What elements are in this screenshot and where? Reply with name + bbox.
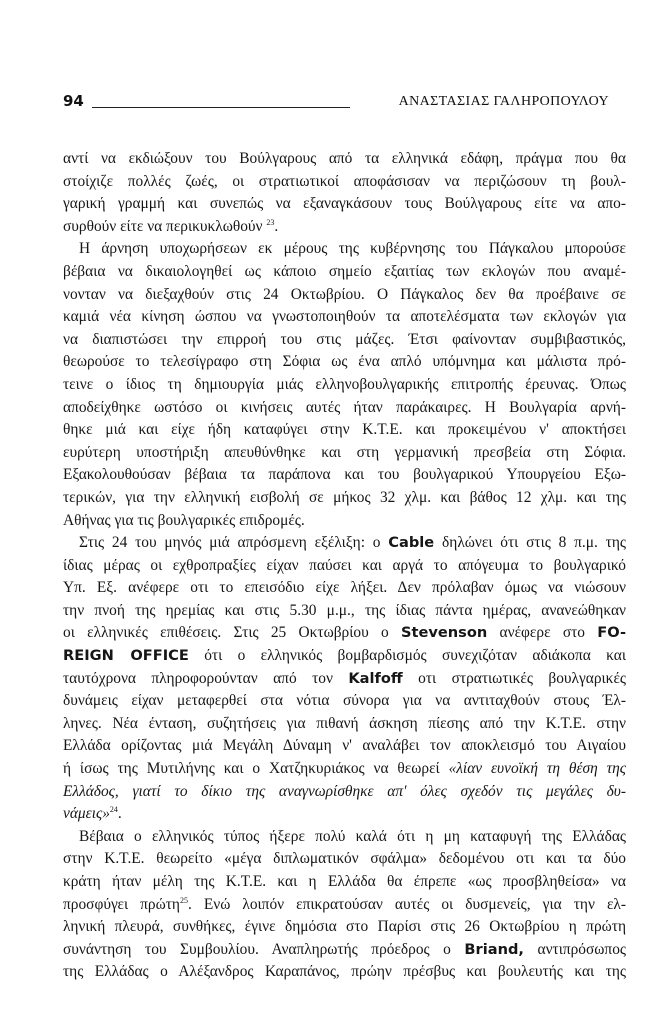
text-line — [63, 532, 626, 555]
text-segment: οτι στρατιωτικές βουλγαρικές — [402, 669, 626, 687]
text-line — [63, 397, 626, 420]
text-segment: Εξακολουθούσαν βέβαια τα παράπονα και του βουλγαρικού Υπουργείου Εξω- — [63, 466, 626, 484]
text-segment: ίδιας μέρας οι εχθροπραξίες είχαν παύσει και αργά το απόγευμα το βουλγαρικό — [63, 556, 626, 574]
text-line — [63, 735, 626, 758]
text-segment: αντιπρόσωπος — [523, 940, 626, 958]
text-segment: θηκε μιά και είχε ήδη καταφύγει στην Κ.Τ.Ε. και προκειμένου ν' αποκτήσει — [63, 421, 626, 439]
text-segment: στην Κ.Τ.Ε. θεωρείτο «μέγα διπλωματικόν σφάλμα» δεδομένου οτι και τα δύο — [63, 850, 626, 868]
text-segment: οι ελληνικές επιθέσεις. Στις 25 Οκτωβρίου ο — [63, 624, 401, 642]
text-segment: Βέβαια ο ελληνικός τύπος ήξερε πολύ καλά ότι η μη καταφυγή της Ελλάδας — [79, 827, 626, 845]
text-line — [63, 419, 626, 442]
text-segment: Στις 24 του μηνός μιά απρόσμενη εξέλιξη: ο — [79, 534, 389, 552]
text-segment: προσφύγει πρώτη — [63, 895, 180, 913]
text-line — [63, 148, 626, 171]
text-segment: δηλώνει ότι στις 8 π.μ. της — [434, 534, 626, 552]
text-line — [63, 690, 626, 713]
text-line — [63, 939, 626, 962]
text-segment: συνάντηση του Συμβουλίου. Αναπληρωτής πρόεδρος ο — [63, 940, 465, 958]
text-segment: Cable — [388, 534, 435, 552]
text-segment: να διαπιστώσει την επιρροή του στις μάζες. Έτσι φαίνονταν συμβιβαστικός, — [63, 330, 626, 348]
text-segment: REIGN OFFICE — [63, 647, 189, 665]
text-segment: . — [117, 805, 122, 823]
text-segment: . Ενώ λοιπόν επικρατούσαν αυτές οι δυσμενείς, για την ελ- — [187, 895, 626, 913]
text-segment: Η άρνηση υποχωρήσεων εκ μέρους της κυβέρνησης του Πάγκαλου μπορούσε — [79, 240, 626, 258]
text-segment: ανέφερε στο — [487, 624, 598, 642]
text-line — [63, 961, 626, 984]
text-segment: Ελλάδα ορίζοντας μιά Μεγάλη Δύναμη ν' αναλάβει τον αποκλεισμό του Αιγαίου — [63, 737, 626, 755]
text-segment: τεινε ο ίδιος τη δημιουργία μιάς ελληνοβουλγαρικής επιτροπής έρευνας. Όπως — [63, 375, 626, 393]
page-number: 94 — [63, 92, 84, 110]
text-line — [63, 894, 626, 917]
text-line — [63, 329, 626, 352]
text-segment: γαρική γραμμή και συνεπώς να εξαναγκάσουν τους Βούλγαρους είτε να απο- — [63, 195, 626, 213]
text-line — [63, 171, 626, 194]
text-segment: «λίαν ευνοϊκή τη θέση της — [448, 760, 626, 778]
text-segment: κράτη ήταν μέλη της Κ.Τ.Ε. και η Ελλάδα θα έπρεπε «ως προσβληθείσα» να — [63, 873, 626, 890]
text-line — [63, 668, 626, 691]
text-line — [63, 622, 626, 645]
text-line — [63, 848, 626, 871]
text-line — [63, 916, 626, 939]
text-line — [63, 464, 626, 487]
text-line — [63, 803, 626, 826]
text-segment: ληνες. Νέα ένταση, συζητήσεις για πιθανή άσκηση πίεσης από την Κ.Τ.Ε. στην — [63, 714, 626, 732]
footnote-ref: 23 — [266, 217, 275, 227]
text-segment: Αθήνας για τις βουλγαρικές επιδρομές. — [63, 511, 305, 529]
text-segment: συρθούν είτε να περικυκλωθούν — [63, 217, 267, 235]
text-segment: . — [274, 217, 279, 235]
text-line — [63, 442, 626, 465]
text-line — [63, 306, 626, 329]
text-line — [63, 351, 626, 374]
text-segment: νονταν να διεξαχθούν στις 24 Οκτωβρίου. Ο Πάγκαλος δεν θα προέβαινε σε — [63, 285, 626, 303]
text-segment: στοίχιζε πολλές ζωές, οι στρατιωτικοί αποφάσισαν να περιζώσουν τη βουλ- — [63, 172, 626, 190]
text-segment: της Ελλάδας ο Αλέξανδρος Καραπάνος, πρώην πρέσβυς και βουλευτής και της — [63, 963, 626, 981]
text-line — [63, 261, 626, 284]
running-title: ΑΝΑΣΤΑΣΙΑΣ ΓΑΛΗΡΟΠΟΥΛΟΥ — [398, 94, 609, 109]
body-text — [63, 148, 626, 984]
footnote-ref: 24 — [109, 805, 118, 815]
text-segment: νάμεις» — [63, 805, 110, 823]
text-line — [63, 238, 626, 261]
header-rule — [92, 107, 350, 108]
text-line — [63, 284, 626, 307]
text-line — [63, 645, 626, 668]
text-segment: Υπ. Εξ. ανέφερε οτι το επεισόδιο είχε λήξει. Δεν πρόλαβαν όμως να νιώσουν — [63, 579, 626, 597]
text-line — [63, 216, 626, 239]
page-header — [0, 92, 657, 114]
text-segment: ευρύτερη υποστήριξη απευθύνθηκε και στη γερμανική πρεσβεία στη Σόφια. — [63, 443, 626, 461]
footnote-ref: 25 — [179, 895, 188, 905]
text-line — [63, 826, 626, 849]
text-segment: Briand, — [464, 940, 524, 958]
text-line — [63, 193, 626, 216]
text-line — [63, 781, 626, 804]
text-segment: αποδείχθηκε ωστόσο οι κινήσεις αυτές ήταν παράκαιρες. Η Βουλγαρία αρνή- — [63, 398, 626, 416]
text-line — [63, 374, 626, 397]
text-line — [63, 510, 626, 533]
text-line — [63, 871, 626, 894]
text-line — [63, 713, 626, 736]
text-segment: θεωρούσε το τελεσίγραφο στη Σόφια ως ένα απλό υπόμνημα και μάλιστα πρό- — [63, 353, 626, 371]
text-line — [63, 600, 626, 623]
text-segment: Kalfoff — [348, 669, 403, 687]
text-segment: Ελλάδος, γιατί το δίκιο της αναγνωρίσθηκε απ' όλες σχεδόν τις μεγάλες δυ- — [63, 782, 626, 800]
text-segment: τερικών, για την ελληνική εισβολή σε μήκος 32 χλμ. και βάθος 12 χλμ. και της — [63, 488, 626, 506]
text-segment: Stevenson — [400, 624, 488, 642]
text-line — [63, 487, 626, 510]
text-line — [63, 577, 626, 600]
text-segment: δυνάμεις είχαν μεταφερθεί στα νότια σύνορα για να αντιταχθούν στους Έλ- — [63, 692, 626, 710]
text-segment: ή ίσως της Μυτιλήνης και ο Χατζηκυριάκος να θεωρεί — [63, 760, 449, 778]
text-segment: FO- — [597, 624, 626, 642]
text-segment: την πνοή της ηρεμίας και στις 5.30 μ.μ., της ίδιας πάντα ημέρας, ανανεώθηκαν — [63, 601, 626, 619]
text-line — [63, 555, 626, 578]
text-line — [63, 758, 626, 781]
text-segment: βέβαια να δικαιολογηθεί ως κάποιο σημείο εξαιτίας των εκλογών που αναμέ- — [63, 262, 626, 280]
text-segment: ληνική πλευρά, συνθήκες, έγινε δημόσια στο Παρίσι στις 26 Οκτωβρίου η πρώτη — [63, 918, 626, 936]
text-segment: αντί να εκδιώξουν του Βούλγαρους από τα ελληνικά εδάφη, πράγμα που θα — [63, 150, 626, 167]
text-segment: καμιά νέα κίνηση ώσπου να γνωστοποιηθούν τα αποτελέσματα των εκλογών για — [63, 308, 626, 326]
text-segment: ότι ο ελληνικός βομβαρδισμός συνεχιζόταν αδιάκοπα και — [188, 647, 626, 665]
text-segment: ταυτόχρονα πληροφορούνταν από τον — [63, 669, 349, 687]
